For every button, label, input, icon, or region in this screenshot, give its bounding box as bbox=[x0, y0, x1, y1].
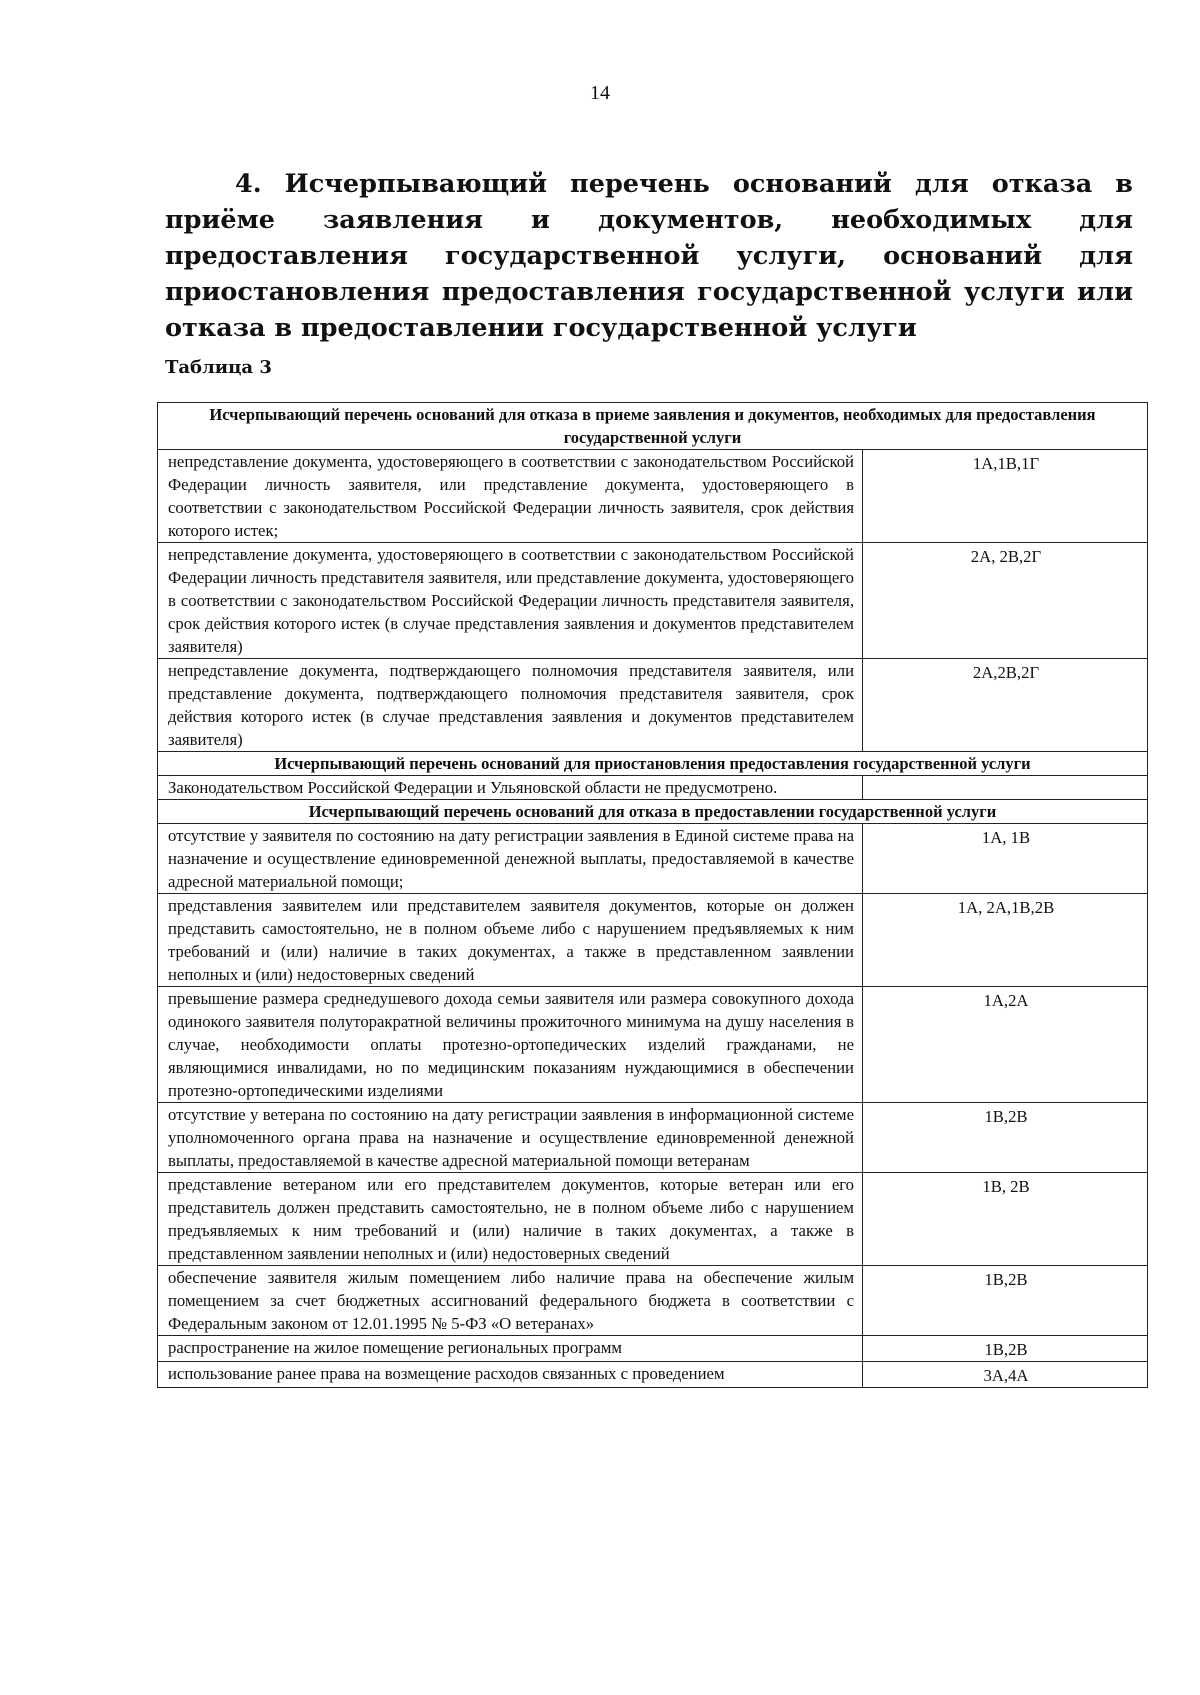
table-row bbox=[158, 659, 1148, 752]
table-row bbox=[158, 450, 1148, 543]
row-text: использование ранее права на возмещение расходов связанных с проведением bbox=[158, 1362, 863, 1388]
section-heading: 4. Исчерпывающий перечень оснований для отказа в приёме заявления и документов, необходимых для предоставления государственной услуги, оснований для приостановления предоставления государственной услуги или отказа в предоставлении государственной услуги bbox=[165, 169, 1133, 343]
row-codes: 1В,2В bbox=[863, 1336, 1148, 1362]
table-section-header bbox=[158, 752, 1148, 776]
row-text: отсутствие у ветерана по состоянию на дату регистрации заявления в информационной системе уполномоченного органа права на назначение и осуществление единовременной денежной выплаты, предоставляемой в качестве адресной материальной помощи ветеранам bbox=[158, 1103, 863, 1173]
row-codes: 1В,2В bbox=[863, 1266, 1148, 1336]
row-text: представления заявителем или представителем заявителя документов, которые он должен представить самостоятельно, не в полном объеме либо с нарушением предъявляемых к ним требований и (или) наличие в таких документах, а также в представленном заявлении неполных и (или) недостоверных сведений bbox=[158, 894, 863, 987]
row-codes: 1А,2А bbox=[863, 987, 1148, 1103]
section3-header: Исчерпывающий перечень оснований для отказа в предоставлении государственной услуги bbox=[158, 800, 1148, 824]
row-text: непредставление документа, удостоверяющего в соответствии с законодательством Российской Федерации личность представителя заявителя, или представление документа, удостоверяющего в соответствии с законодательством Российской Федерации личность представителя заявителя, срок действия которого истек (в случае представления заявления и документов представителем заявителя) bbox=[158, 543, 863, 659]
row-codes: 2А, 2В,2Г bbox=[863, 543, 1148, 659]
table-row bbox=[158, 824, 1148, 894]
row-codes bbox=[863, 776, 1148, 800]
table-row bbox=[158, 1103, 1148, 1173]
table-row bbox=[158, 776, 1148, 800]
grounds-table bbox=[157, 402, 1148, 1388]
row-codes: 1А, 1В bbox=[863, 824, 1148, 894]
row-codes: 1В, 2В bbox=[863, 1173, 1148, 1266]
row-text: обеспечение заявителя жилым помещением либо наличие права на обеспечение жилым помещением за счет бюджетных ассигнований федерального бюджета в соответствии с Федеральным законом от 12.01.1995 № 5-ФЗ «О ветеранах» bbox=[158, 1266, 863, 1336]
row-codes: 3А,4А bbox=[863, 1362, 1148, 1388]
table-section-header bbox=[158, 800, 1148, 824]
row-text: превышение размера среднедушевого дохода семьи заявителя или размера совокупного дохода одинокого заявителя полуторакратной величины прожиточного минимума на душу населения в случае, необходимости оплаты протезно-ортопедических изделий гражданами, не являющимися инвалидами, но по медицинским показаниям нуждающимися в обеспечении протезно-ортопедическими изделиями bbox=[158, 987, 863, 1103]
table-caption: Таблица 3 bbox=[165, 357, 272, 378]
row-text: непредставление документа, подтверждающего полномочия представителя заявителя, или представление документа, подтверждающего полномочия представителя заявителя, срок действия которого истек (в случае представления заявления и документов представителем заявителя) bbox=[158, 659, 863, 752]
row-text: отсутствие у заявителя по состоянию на дату регистрации заявления в Единой системе права на назначение и осуществление единовременной денежной выплаты, предоставляемой в качестве адресной материальной помощи; bbox=[158, 824, 863, 894]
page-number: 14 bbox=[590, 82, 610, 104]
table-row bbox=[158, 1336, 1148, 1362]
row-codes: 2А,2В,2Г bbox=[863, 659, 1148, 752]
row-text: непредставление документа, удостоверяющего в соответствии с законодательством Российской Федерации личность заявителя, или представление документа, удостоверяющего в соответствии с законодательством Российской Федерации личность заявителя, срок действия которого истек; bbox=[158, 450, 863, 543]
section1-header: Исчерпывающий перечень оснований для отказа в приеме заявления и документов, необходимых для предоставления государственной услуги bbox=[158, 403, 1148, 450]
table-row bbox=[158, 1173, 1148, 1266]
row-text: распространение на жилое помещение региональных программ bbox=[158, 1336, 863, 1362]
table-section-header bbox=[158, 403, 1148, 450]
section2-header: Исчерпывающий перечень оснований для приостановления предоставления государственной услуги bbox=[158, 752, 1148, 776]
row-codes: 1А,1В,1Г bbox=[863, 450, 1148, 543]
table-row bbox=[158, 1362, 1148, 1388]
table-row bbox=[158, 1266, 1148, 1336]
table-row bbox=[158, 543, 1148, 659]
table-row bbox=[158, 894, 1148, 987]
row-text: Законодательством Российской Федерации и Ульяновской области не предусмотрено. bbox=[158, 776, 863, 800]
row-codes: 1А, 2А,1В,2В bbox=[863, 894, 1148, 987]
table-row bbox=[158, 987, 1148, 1103]
row-codes: 1В,2В bbox=[863, 1103, 1148, 1173]
row-text: представление ветераном или его представителем документов, которые ветеран или его представитель должен представить самостоятельно, не в полном объеме либо с нарушением предъявляемых к ним требований и (или) наличие в таких документах, а также в представленном заявлении неполных и (или) недостоверных сведений bbox=[158, 1173, 863, 1266]
